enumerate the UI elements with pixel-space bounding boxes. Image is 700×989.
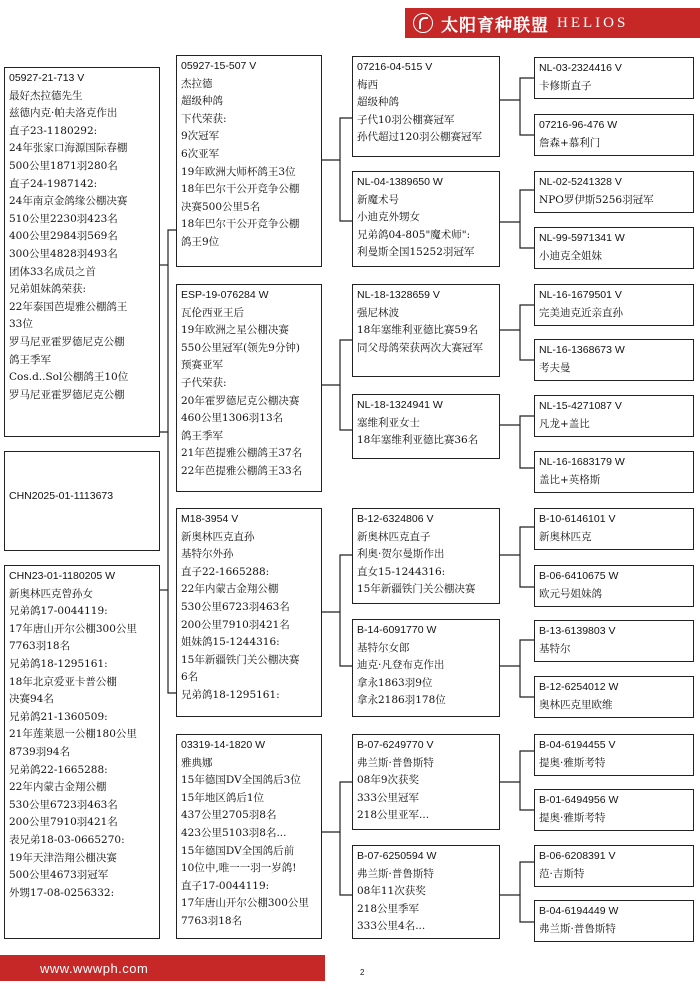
ring-number: CHN23-01-1180205 W: [9, 570, 116, 582]
pedigree-line: 杰拉德: [181, 77, 213, 90]
pedigree-line: 333公里4名...: [357, 920, 426, 933]
pedigree-line: 兄弟鸽22-1665288:: [9, 763, 108, 776]
pedigree-line: 21年莲莱恩一公棚180公里: [9, 728, 137, 741]
pedigree-line: 弗兰斯·普鲁斯特: [539, 922, 616, 935]
dam-sire-card: [176, 508, 322, 717]
pedigree-line: 200公里7910羽421名: [181, 618, 290, 631]
pedigree-line: 300公里4828羽493名: [9, 247, 118, 260]
pedigree-line: 550公里冠军(领先9分钟): [181, 341, 300, 354]
ring-number: CHN2025-01-1113673: [9, 490, 114, 502]
pedigree-line: 22年内蒙古金翔公棚: [9, 781, 107, 794]
pedigree-line: 兄弟姐妹鸽荣获:: [9, 283, 87, 296]
ring-number: 05927-15-507 V: [181, 60, 257, 72]
g4-card-5: [534, 284, 694, 326]
pedigree-line: 鸽王季军: [181, 429, 223, 442]
pedigree-line: 218公里季军: [357, 902, 420, 915]
g4-card-9: [534, 508, 694, 550]
pedigree-line: 预赛亚军: [181, 359, 223, 372]
ring-number: B-04-6194449 W: [539, 905, 619, 917]
ring-number: 05927-21-713 V: [9, 72, 85, 84]
g4-card-16: [534, 900, 694, 942]
pedigree-line: 拿永1863羽9位: [357, 676, 433, 689]
g4-card-6: [534, 339, 694, 381]
dam-dam-card: [176, 734, 322, 939]
pedigree-line: 小迪克全姐妹: [539, 249, 602, 262]
g4-card-10: [534, 565, 694, 607]
pedigree-line: 雅典娜: [181, 756, 213, 769]
pedigree-line: 卡修斯直子: [539, 79, 592, 92]
pedigree-line: 437公里2705羽8名: [181, 809, 277, 822]
pedigree-line: 决赛500公里5名: [181, 200, 261, 213]
page-number: 2: [360, 968, 365, 977]
pedigree-line: 18年北京爱亚卡普公棚: [9, 675, 117, 688]
pedigree-line: 19年欧洲之星公棚决赛: [181, 324, 289, 337]
pedigree-line: 詹森+慕利门: [539, 136, 601, 149]
pedigree-line: 500公里4673羽冠军: [9, 869, 109, 882]
pedigree-line: 姐妹鸽15-1244316:: [181, 636, 280, 649]
pedigree-line: 6名: [181, 671, 199, 684]
pedigree-line: 17年唐山开尔公棚300公里: [9, 622, 137, 635]
g4-card-15: [534, 845, 694, 887]
pedigree-line: 团体33名成员之首: [9, 265, 96, 278]
pedigree-line: 子代10羽公棚赛冠军: [357, 113, 455, 126]
pedigree-line: 15年德国DV全国鸽后前: [181, 844, 295, 857]
pedigree-line: 530公里6723羽463名: [181, 600, 290, 613]
pedigree-line: 17年唐山开尔公棚300公里: [181, 897, 309, 910]
pedigree-line: 500公里1871羽280名: [9, 159, 118, 172]
pedigree-line: 15年德国DV全国鸽后3位: [181, 774, 301, 787]
pedigree-line: 小迪克外甥女: [357, 211, 420, 224]
pedigree-line: 提奥·雅斯考特: [539, 756, 606, 769]
pedigree-line: 新奥林匹克直孙: [181, 530, 255, 543]
pedigree-line: 24年南京金鸽缘公棚决赛: [9, 195, 128, 208]
pedigree-line: 超级种鸽: [357, 96, 399, 109]
pedigree-line: 6次亚军: [181, 147, 220, 160]
ring-number: NL-16-1683179 W: [539, 456, 625, 468]
ring-number: B-14-6091770 W: [357, 624, 437, 636]
pedigree-line: 决赛94名: [9, 693, 54, 706]
pedigree-line: 新魔术号: [357, 193, 399, 206]
pedigree-line: 完美迪克近亲直孙: [539, 306, 623, 319]
pedigree-line: 罗马尼亚霍罗德尼克公棚: [9, 335, 125, 348]
pedigree-line: 利奥·贺尔曼斯作出: [357, 548, 445, 561]
pedigree-line: 7763羽18名: [9, 640, 71, 653]
pedigree-line: 欧元号姐妹鸽: [539, 587, 602, 600]
ring-number: B-06-6410675 W: [539, 570, 619, 582]
ring-number: NL-18-1328659 V: [357, 289, 440, 301]
pedigree-line: 罗马尼亚霍罗德尼克公棚: [9, 388, 125, 401]
g4-card-2: [534, 114, 694, 156]
pedigree-line: 兄弟鸽21-1360509:: [9, 710, 108, 723]
dss-card: [352, 508, 500, 604]
pedigree-line: 直子24-1987142:: [9, 177, 98, 190]
pedigree-line: 直女15-1244316:: [357, 565, 446, 578]
pedigree-line: 鸽王季军: [9, 353, 51, 366]
pedigree-line: 22年泰国芭堤雅公棚鸽王: [9, 300, 128, 313]
pedigree-line: 530公里6723羽463名: [9, 798, 118, 811]
pedigree-line: 兄弟鸽17-0044119:: [9, 605, 108, 618]
pedigree-line: 塞维利亚女士: [357, 416, 420, 429]
pedigree-line: 15年新疆铁门关公棚决赛: [181, 653, 300, 666]
pedigree-line: 直子23-1180292:: [9, 124, 98, 137]
ring-number: B-10-6146101 V: [539, 513, 616, 525]
pedigree-line: 瓦伦西亚王后: [181, 306, 244, 319]
ring-number: NL-02-5241328 V: [539, 176, 622, 188]
pedigree-line: 基特尔外孙: [181, 548, 234, 561]
dsd-card: [352, 619, 500, 717]
pedigree-line: 拿永2186羽178位: [357, 694, 446, 707]
pedigree-line: 范·吉斯特: [539, 867, 585, 880]
pedigree-line: 新奥林匹克直子: [357, 530, 431, 543]
ssd-card: [352, 171, 500, 267]
pedigree-line: 10位中,唯一一羽一岁鸽!: [181, 862, 297, 875]
ring-number: NL-16-1368673 W: [539, 344, 625, 356]
g4-card-8: [534, 451, 694, 493]
ring-number: B-01-6494956 W: [539, 794, 619, 806]
pedigree-line: 强尼林波: [357, 306, 399, 319]
pedigree-line: 新奥林匹克: [539, 530, 592, 543]
g4-card-7: [534, 395, 694, 437]
g4-card-3: [534, 171, 694, 213]
sire-sire-card: [176, 55, 322, 267]
g4-card-12: [534, 676, 694, 718]
ring-number: 07216-96-476 W: [539, 119, 618, 131]
pedigree-line: 18年塞维利亚德比赛36名: [357, 434, 479, 447]
pedigree-line: 基特尔女郎: [357, 641, 410, 654]
dds-card: [352, 734, 500, 830]
g4-card-11: [534, 620, 694, 662]
pedigree-line: 同父母鸽荣获两次大赛冠军: [357, 341, 483, 354]
ring-number: M18-3954 V: [181, 513, 239, 525]
sire-dam-card: [176, 284, 322, 492]
pedigree-line: 超级种鸽: [181, 95, 223, 108]
pedigree-line: 18年巴尔干公开竞争公棚: [181, 183, 300, 196]
g4-card-1: [534, 57, 694, 99]
ddd-card: [352, 845, 500, 939]
pedigree-line: 400公里2984羽569名: [9, 230, 118, 243]
pedigree-line: 弗兰斯·普鲁斯特: [357, 756, 434, 769]
pedigree-line: 15年新疆铁门关公棚决赛: [357, 583, 476, 596]
pedigree-line: 08年9次获奖: [357, 774, 420, 787]
pedigree-line: 22年内蒙古金翔公棚: [181, 583, 279, 596]
pedigree-line: 33位: [9, 318, 33, 331]
pedigree-line: 510公里2230羽423名: [9, 212, 118, 225]
sire-card: [4, 67, 160, 437]
pedigree-line: 兄弟鸽18-1295161:: [181, 688, 280, 701]
ring-number: 03319-14-1820 W: [181, 739, 266, 751]
pedigree-line: 梅西: [357, 78, 378, 91]
pedigree-line: 423公里5103羽8名...: [181, 826, 287, 839]
sds-card: [352, 284, 500, 377]
pedigree-line: 外甥17-08-0256332:: [9, 886, 115, 899]
ring-number: NL-03-2324416 V: [539, 62, 622, 74]
pedigree-line: 200公里7910羽421名: [9, 816, 118, 829]
pedigree-line: 19年天津浩翔公棚决赛: [9, 851, 117, 864]
pedigree-line: 9次冠军: [181, 130, 220, 143]
pedigree-line: 19年欧洲大师杯鸽王3位: [181, 165, 296, 178]
brand-name-en: HELIOS: [557, 14, 629, 31]
pedigree-line: 18年巴尔干公开竞争公棚: [181, 218, 300, 231]
ring-number: 07216-04-515 V: [357, 61, 433, 73]
pedigree-line: 新奥林匹克曾孙女: [9, 587, 93, 600]
pedigree-line: 8739羽94名: [9, 745, 71, 758]
ring-number: B-06-6208391 V: [539, 850, 616, 862]
ring-number: B-04-6194455 V: [539, 739, 616, 751]
pedigree-line: 21年芭提雅公棚鸽王37名: [181, 447, 303, 460]
ring-number: NL-16-1679501 V: [539, 289, 622, 301]
ring-number: B-07-6249770 V: [357, 739, 434, 751]
pedigree-line: 孙代超过120羽公棚赛冠军: [357, 131, 483, 144]
pedigree-line: 奥林匹克里欧维: [539, 698, 613, 711]
dam-card: [4, 565, 160, 939]
subject-pigeon-card: [4, 451, 160, 551]
sdd-card: [352, 394, 500, 459]
ring-number: B-13-6139803 V: [539, 625, 616, 637]
pedigree-line: 24年张家口海源国际春棚: [9, 142, 128, 155]
ring-number: B-12-6254012 W: [539, 681, 619, 693]
pedigree-line: NPO罗伊斯5256羽冠军: [539, 193, 654, 206]
pedigree-line: 333公里冠军: [357, 791, 420, 804]
pedigree-line: 利曼斯全国15252羽冠军: [357, 246, 475, 259]
pedigree-line: 最好杰拉德先生: [9, 89, 83, 102]
ring-number: ESP-19-076284 W: [181, 289, 269, 301]
pedigree-line: 兄弟鸽18-1295161:: [9, 657, 108, 670]
ring-number: NL-04-1389650 W: [357, 176, 443, 188]
pedigree-line: 子代荣获:: [181, 376, 227, 389]
pedigree-line: Cos.d..Sol公棚鸽王10位: [9, 371, 129, 384]
pedigree-line: 兹德内克·帕夫洛克作出: [9, 107, 118, 120]
g4-card-4: [534, 227, 694, 269]
ring-number: NL-18-1324941 W: [357, 399, 443, 411]
pedigree-line: 下代荣获:: [181, 112, 227, 125]
pedigree-line: 迪克·凡登布克作出: [357, 659, 445, 672]
pedigree-line: 20年霍罗德尼克公棚决赛: [181, 394, 300, 407]
pedigree-line: 弗兰斯·普鲁斯特: [357, 867, 434, 880]
footer-website: [0, 955, 325, 981]
pedigree-line: 表兄弟18-03-0665270:: [9, 833, 125, 846]
ring-number: NL-15-4271087 V: [539, 400, 622, 412]
pedigree-line: 盖比+英格斯: [539, 473, 601, 486]
pedigree-line: 7763羽18名: [181, 914, 243, 927]
pedigree-line: 08年11次获奖: [357, 885, 426, 898]
pedigree-line: 提奥·雅斯考特: [539, 811, 606, 824]
pedigree-line: 18年塞维利亚德比赛59名: [357, 324, 479, 337]
ring-number: B-12-6324806 V: [357, 513, 434, 525]
pedigree-line: 直子17-0044119:: [181, 879, 270, 892]
pedigree-line: 218公里亚军...: [357, 809, 430, 822]
pedigree-line: 15年地区鸽后1位: [181, 791, 265, 804]
ring-number: NL-99-5971341 W: [539, 232, 625, 244]
g4-card-13: [534, 734, 694, 776]
pedigree-line: 兄弟鸽04-805"魔术师":: [357, 228, 471, 241]
pedigree-line: 直子22-1665288:: [181, 565, 270, 578]
pedigree-line: 22年芭提雅公棚鸽王33名: [181, 464, 303, 477]
g4-card-14: [534, 789, 694, 831]
sss-card: [352, 56, 500, 157]
pedigree-line: 460公里1306羽13名: [181, 412, 284, 425]
brand-name-cn: 太阳育种联盟: [441, 15, 549, 36]
website-link[interactable]: www.wwwph.com: [40, 960, 149, 976]
pedigree-line: 鸽王9位: [181, 235, 220, 248]
pedigree-line: 凡龙+盖比: [539, 417, 590, 430]
pedigree-line: 考夫曼: [539, 361, 571, 374]
ring-number: B-07-6250594 W: [357, 850, 437, 862]
pedigree-line: 基特尔: [539, 642, 571, 655]
